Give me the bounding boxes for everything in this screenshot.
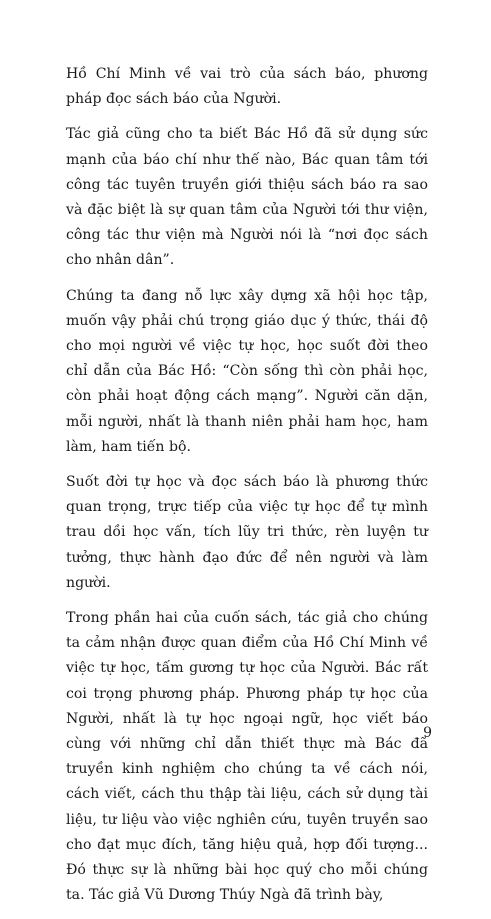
paragraph-1: Hồ Chí Minh về vai trò của sách báo, phương pháp đọc sách báo của Người. bbox=[66, 66, 428, 108]
paragraph-4: Suốt đời tự học và đọc sách báo là phương thức quan trọng, trực tiếp của việc tự học để tự mình trau dồi học vấn, tích lũy tri thức, rèn luyện tư tưởng, thực hành đạo đức để nên người và làm người. bbox=[66, 474, 428, 591]
paragraph-3: Chúng ta đang nỗ lực xây dựng xã hội học tập, muốn vậy phải chú trọng giáo dục ý thức, thái độ cho mọi người về việc tự học, học suốt đời theo chỉ dẫn của Bác Hồ: “Còn sống thì còn phải học, còn phải hoạt động cách mạng”. Người căn dặn, mỗi người, nhất là thanh niên phải ham học, ham làm, ham tiến bộ. bbox=[66, 287, 428, 455]
page-number: 9 bbox=[423, 725, 432, 741]
paragraph-2: Tác giả cũng cho ta biết Bác Hồ đã sử dụng sức mạnh của báo chí như thế nào, Bác quan tâm tới công tác tuyên truyền giới thiệu sách báo ra sao và đặc biệt là sự quan tâm của Người tới thư viện, công tác thư viện mà Người nói là “nơi đọc sách cho nhân dân”. bbox=[66, 126, 428, 269]
page-body bbox=[66, 62, 428, 919]
paragraph-5: Trong phần hai của cuốn sách, tác giả cho chúng ta cảm nhận được quan điểm của Hồ Chí Minh về việc tự học, tấm gương tự học của Người. Bác rất coi trọng phương pháp. Phương pháp tự học của Người, nhất là tự học ngoại ngữ, học viết báo cùng với những chỉ dẫn thiết thực mà Bác đã truyền kinh nghiệm cho chúng ta về cách nói, cách viết, cách thu thập tài liệu, cách sử dụng tài liệu, tư liệu vào việc nghiên cứu, tuyên truyền sao cho đạt mục đích, tăng hiệu quả, hợp đối tượng... Đó thực sự là những bài học quý cho mỗi chúng ta. Tác giả Vũ Dương Thúy Ngà đã trình bày, bbox=[66, 610, 428, 904]
